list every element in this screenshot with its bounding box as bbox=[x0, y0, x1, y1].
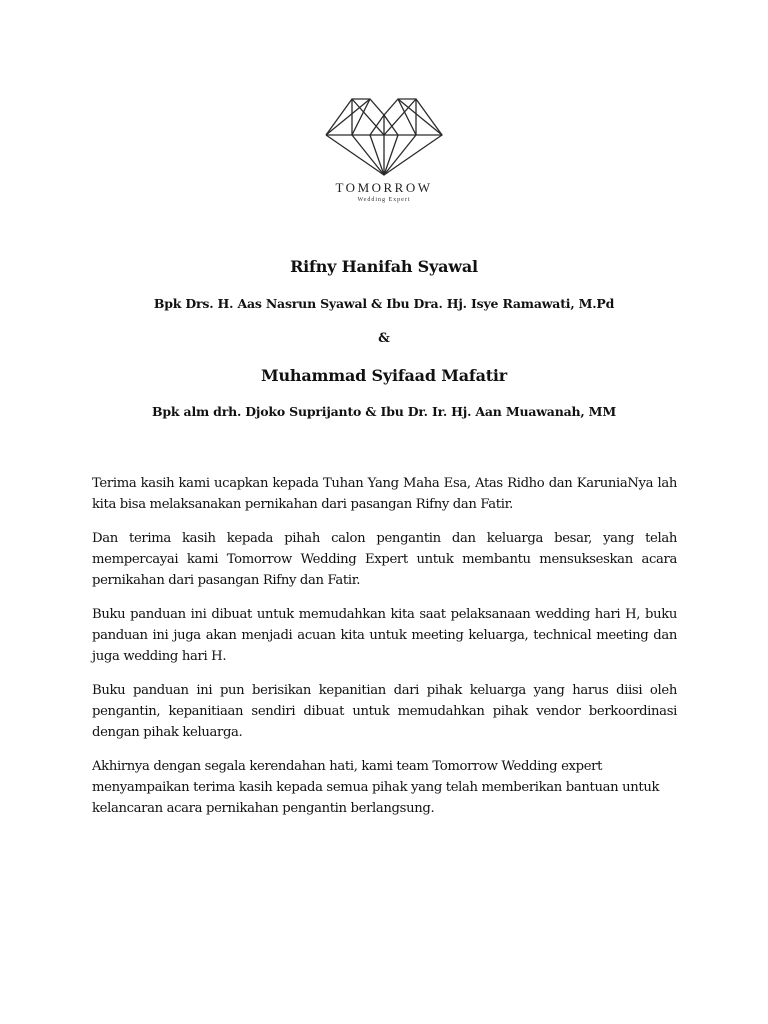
logo-tagline: Wedding Expert bbox=[357, 197, 411, 203]
paragraph: Buku panduan ini dibuat untuk memudahkan kita saat pelaksanaan wedding hari H, buku panduan ini juga akan menjadi acuan kita untuk meeting keluarga, technical meeting dan juga wedding hari H. bbox=[92, 607, 677, 664]
diamond-logo-icon bbox=[324, 95, 444, 177]
bride-parents: Bpk Drs. H. Aas Nasrun Syawal & Ibu Dra. Hj. Isye Ramawati, M.Pd bbox=[153, 296, 615, 311]
paragraph: Terima kasih kami ucapkan kepada Tuhan Yang Maha Esa, Atas Ridho dan KaruniaNya lah kita bisa melaksanakan pernikahan dari pasangan Rifny dan Fatir. bbox=[92, 476, 677, 512]
body-text bbox=[92, 473, 677, 832]
paragraph: Akhirnya dengan segala kerendahan hati, kami team Tomorrow Wedding expert menyampaikan terima kasih kepada semua pihak yang telah memberikan bantuan untuk kelancaran acara pernikahan pengantin berlangsung. bbox=[92, 759, 660, 816]
paragraph: Dan terima kasih kepada pihah calon pengantin dan keluarga besar, yang telah mempercayai kami Tomorrow Wedding Expert untuk membantu mensukseskan acara pernikahan dari pasangan Rifny dan Fatir. bbox=[92, 531, 677, 588]
company-logo bbox=[0, 95, 768, 203]
groom-name: Muhammad Syifaad Mafatir bbox=[260, 366, 508, 385]
ampersand-separator: & bbox=[378, 331, 390, 346]
logo-wordmark: TOMORROW bbox=[335, 180, 433, 195]
bride-name: Rifny Hanifah Syawal bbox=[290, 257, 478, 276]
groom-parents: Bpk alm drh. Djoko Suprijanto & Ibu Dr. Ir. Hj. Aan Muawanah, MM bbox=[152, 404, 616, 419]
paragraph: Buku panduan ini pun berisikan kepanitian dari pihak keluarga yang harus diisi oleh pengantin, kepanitiaan sendiri dibuat untuk memudahkan pihak vendor berkoordinasi dengan pihak keluarga. bbox=[92, 683, 677, 740]
